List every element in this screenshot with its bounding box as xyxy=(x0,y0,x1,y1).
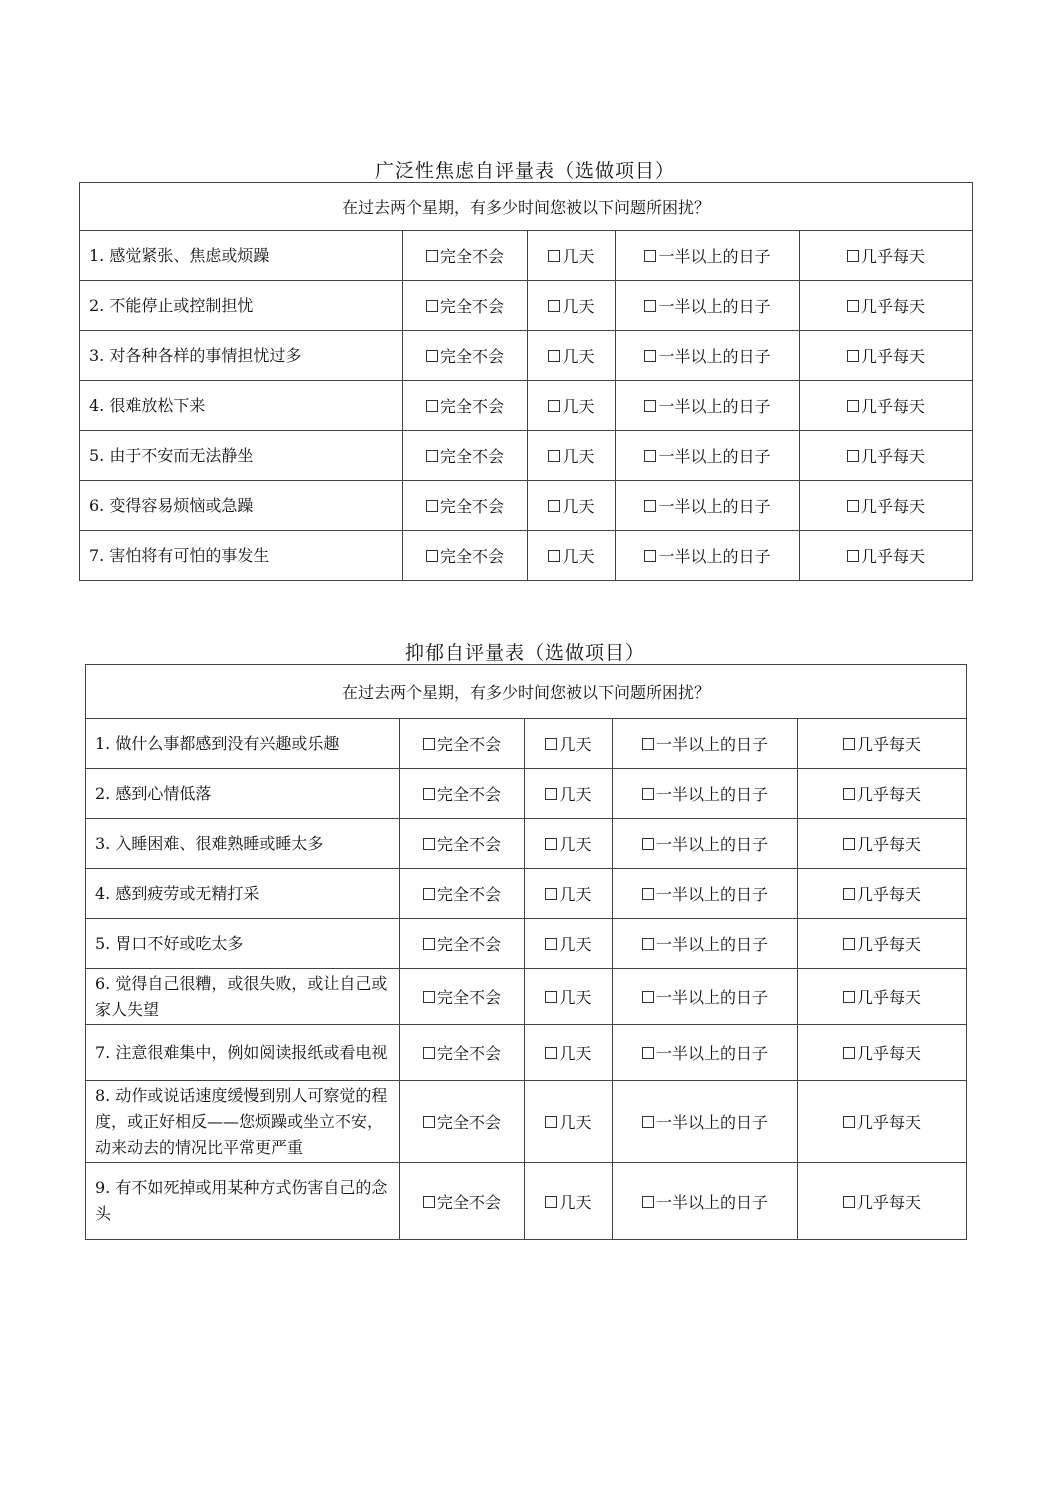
option-label: 几天 xyxy=(562,297,595,316)
option-label: 一半以上的日子 xyxy=(655,1192,768,1212)
answer-option[interactable] xyxy=(613,969,798,1025)
answer-option[interactable] xyxy=(400,919,525,969)
answer-option[interactable] xyxy=(403,281,528,331)
question-text: 4. 感到疲劳或无精打采 xyxy=(86,869,400,919)
answer-option[interactable] xyxy=(613,1163,798,1240)
checkbox-icon[interactable] xyxy=(847,300,859,312)
checkbox-icon[interactable] xyxy=(843,888,855,900)
question-text: 9. 有不如死掉或用某种方式伤害自己的念头 xyxy=(86,1163,400,1240)
option-label: 一半以上的日子 xyxy=(655,1044,768,1063)
answer-option[interactable] xyxy=(525,819,613,869)
answer-option[interactable] xyxy=(528,231,616,281)
checkbox-icon[interactable] xyxy=(642,1047,654,1059)
option-label: 完全不会 xyxy=(439,347,504,366)
question-row xyxy=(80,281,973,331)
instruction-header: 在过去两个星期，有多少时间您被以下问题所困扰？ xyxy=(86,665,967,719)
answer-option[interactable] xyxy=(798,1163,967,1240)
option-label: 一半以上的日子 xyxy=(655,835,768,854)
answer-option[interactable] xyxy=(525,719,613,769)
option-label: 完全不会 xyxy=(436,988,501,1007)
checkbox-icon[interactable] xyxy=(642,1196,654,1208)
option-label: 完全不会 xyxy=(439,297,504,316)
answer-option[interactable] xyxy=(525,969,613,1025)
answer-option[interactable] xyxy=(400,1025,525,1081)
option-label: 几乎每天 xyxy=(857,988,922,1007)
answer-option[interactable] xyxy=(403,531,528,581)
option-label: 几天 xyxy=(559,935,592,954)
answer-option[interactable] xyxy=(525,769,613,819)
answer-option[interactable] xyxy=(528,481,616,531)
option-label: 一半以上的日子 xyxy=(658,547,771,566)
checkbox-icon[interactable] xyxy=(642,938,654,950)
option-label: 几天 xyxy=(562,247,595,266)
answer-option[interactable] xyxy=(800,431,973,481)
checkbox-icon[interactable] xyxy=(843,991,855,1003)
answer-option[interactable] xyxy=(798,719,967,769)
option-label: 几乎每天 xyxy=(857,835,922,854)
answer-option[interactable] xyxy=(798,919,967,969)
option-label: 几乎每天 xyxy=(857,1113,922,1132)
checkbox-icon[interactable] xyxy=(644,300,656,312)
option-label: 几天 xyxy=(559,735,592,754)
answer-option[interactable] xyxy=(400,869,525,919)
answer-option[interactable] xyxy=(798,969,967,1025)
question-row xyxy=(80,431,973,481)
option-label: 一半以上的日子 xyxy=(658,247,771,266)
checkbox-icon[interactable] xyxy=(548,250,560,262)
checkbox-icon[interactable] xyxy=(426,400,438,412)
checkbox-icon[interactable] xyxy=(423,938,435,950)
answer-option[interactable] xyxy=(528,381,616,431)
question-text: 1. 感觉紧张、焦虑或烦躁 xyxy=(80,231,403,281)
checkbox-icon[interactable] xyxy=(545,888,557,900)
checkbox-icon[interactable] xyxy=(426,250,438,262)
option-label: 完全不会 xyxy=(439,247,504,266)
answer-option[interactable] xyxy=(800,331,973,381)
checkbox-icon[interactable] xyxy=(423,838,435,850)
answer-option[interactable] xyxy=(525,919,613,969)
option-label: 一半以上的日子 xyxy=(655,935,768,954)
checkbox-icon[interactable] xyxy=(644,400,656,412)
option-label: 几乎每天 xyxy=(857,785,922,804)
question-row xyxy=(86,1025,967,1081)
answer-option[interactable] xyxy=(400,969,525,1025)
checkbox-icon[interactable] xyxy=(843,788,855,800)
phq-title: 抑郁自评量表（选做项目） xyxy=(404,642,645,664)
option-label: 一半以上的日子 xyxy=(655,785,768,804)
checkbox-icon[interactable] xyxy=(843,838,855,850)
checkbox-icon[interactable] xyxy=(843,1047,855,1059)
answer-option[interactable] xyxy=(400,769,525,819)
answer-option[interactable] xyxy=(800,481,973,531)
option-label: 几天 xyxy=(559,785,592,804)
answer-option[interactable] xyxy=(616,331,800,381)
question-row xyxy=(86,769,967,819)
option-label: 几天 xyxy=(562,497,595,516)
checkbox-icon[interactable] xyxy=(642,738,654,750)
checkbox-icon[interactable] xyxy=(843,738,855,750)
answer-option[interactable] xyxy=(616,481,800,531)
checkbox-icon[interactable] xyxy=(423,1196,435,1208)
answer-option[interactable] xyxy=(616,281,800,331)
question-text: 6. 变得容易烦恼或急躁 xyxy=(80,481,403,531)
answer-option[interactable] xyxy=(613,869,798,919)
answer-option[interactable] xyxy=(400,819,525,869)
checkbox-icon[interactable] xyxy=(847,500,859,512)
answer-option[interactable] xyxy=(403,481,528,531)
answer-option[interactable] xyxy=(613,719,798,769)
checkbox-icon[interactable] xyxy=(843,1116,855,1128)
checkbox-icon[interactable] xyxy=(545,1116,557,1128)
option-label: 完全不会 xyxy=(436,1044,501,1063)
answer-option[interactable] xyxy=(528,431,616,481)
option-label: 几乎每天 xyxy=(857,1192,922,1212)
checkbox-icon[interactable] xyxy=(548,350,560,362)
question-text: 7. 害怕将有可怕的事发生 xyxy=(80,531,403,581)
question-text: 2. 不能停止或控制担忧 xyxy=(80,281,403,331)
question-text: 7. 注意很难集中，例如阅读报纸或看电视 xyxy=(86,1025,400,1081)
option-label: 完全不会 xyxy=(439,447,504,466)
gad-title: 广泛性焦虑自评量表（选做项目） xyxy=(374,160,675,182)
question-text: 3. 入睡困难、很难熟睡或睡太多 xyxy=(86,819,400,869)
question-row xyxy=(80,331,973,381)
answer-option[interactable] xyxy=(400,719,525,769)
checkbox-icon[interactable] xyxy=(423,738,435,750)
checkbox-icon[interactable] xyxy=(423,991,435,1003)
answer-option[interactable] xyxy=(613,919,798,969)
checkbox-icon[interactable] xyxy=(642,1116,654,1128)
question-text: 2. 感到心情低落 xyxy=(86,769,400,819)
option-label: 几乎每天 xyxy=(861,297,926,316)
option-label: 一半以上的日子 xyxy=(658,347,771,366)
question-row xyxy=(80,531,973,581)
option-label: 几天 xyxy=(559,1113,592,1132)
question-row xyxy=(80,481,973,531)
answer-option[interactable] xyxy=(798,869,967,919)
option-label: 几乎每天 xyxy=(861,347,926,366)
checkbox-icon[interactable] xyxy=(644,450,656,462)
checkbox-icon[interactable] xyxy=(642,991,654,1003)
option-label: 几天 xyxy=(562,447,595,466)
answer-option[interactable] xyxy=(403,231,528,281)
answer-option[interactable] xyxy=(525,1163,613,1240)
option-label: 一半以上的日子 xyxy=(655,1113,768,1132)
checkbox-icon[interactable] xyxy=(847,400,859,412)
question-text: 5. 胃口不好或吃太多 xyxy=(86,919,400,969)
answer-option[interactable] xyxy=(403,331,528,381)
answer-option[interactable] xyxy=(800,231,973,281)
question-row xyxy=(86,969,967,1025)
answer-option[interactable] xyxy=(403,431,528,481)
option-label: 几乎每天 xyxy=(861,397,926,416)
answer-option[interactable] xyxy=(798,769,967,819)
checkbox-icon[interactable] xyxy=(545,1196,557,1208)
checkbox-icon[interactable] xyxy=(847,250,859,262)
option-label: 几乎每天 xyxy=(861,497,926,516)
checkbox-icon[interactable] xyxy=(548,300,560,312)
checkbox-icon[interactable] xyxy=(423,1047,435,1059)
answer-option[interactable] xyxy=(798,1081,967,1163)
checkbox-icon[interactable] xyxy=(545,938,557,950)
option-label: 几乎每天 xyxy=(857,1044,922,1063)
option-label: 完全不会 xyxy=(439,497,504,516)
checkbox-icon[interactable] xyxy=(847,350,859,362)
answer-option[interactable] xyxy=(616,231,800,281)
question-row xyxy=(80,381,973,431)
checkbox-icon[interactable] xyxy=(644,250,656,262)
question-row xyxy=(86,719,967,769)
option-label: 几天 xyxy=(562,397,595,416)
option-label: 几乎每天 xyxy=(861,447,926,466)
option-label: 一半以上的日子 xyxy=(658,447,771,466)
option-label: 一半以上的日子 xyxy=(658,297,771,316)
option-label: 完全不会 xyxy=(436,885,501,904)
checkbox-icon[interactable] xyxy=(426,350,438,362)
question-text: 4. 很难放松下来 xyxy=(80,381,403,431)
answer-option[interactable] xyxy=(616,381,800,431)
option-label: 完全不会 xyxy=(436,785,501,804)
checkbox-icon[interactable] xyxy=(644,500,656,512)
gad-table xyxy=(79,182,973,581)
question-text: 6. 觉得自己很糟，或很失败，或让自己或家人失望 xyxy=(86,969,400,1025)
answer-option[interactable] xyxy=(400,1081,525,1163)
phq-table xyxy=(85,664,967,1240)
instruction-header: 在过去两个星期，有多少时间您被以下问题所困扰？ xyxy=(80,183,973,231)
checkbox-icon[interactable] xyxy=(545,1047,557,1059)
option-label: 几天 xyxy=(559,835,592,854)
checkbox-icon[interactable] xyxy=(545,788,557,800)
checkbox-icon[interactable] xyxy=(548,500,560,512)
answer-option[interactable] xyxy=(800,281,973,331)
option-label: 完全不会 xyxy=(439,397,504,416)
checkbox-icon[interactable] xyxy=(426,450,438,462)
answer-option[interactable] xyxy=(800,531,973,581)
option-label: 完全不会 xyxy=(436,835,501,854)
checkbox-icon[interactable] xyxy=(426,300,438,312)
checkbox-icon[interactable] xyxy=(843,1196,855,1208)
checkbox-icon[interactable] xyxy=(644,350,656,362)
header-row xyxy=(80,183,973,231)
option-label: 几天 xyxy=(559,1192,592,1212)
option-label: 几天 xyxy=(559,885,592,904)
answer-option[interactable] xyxy=(528,281,616,331)
checkbox-icon[interactable] xyxy=(423,1116,435,1128)
checkbox-icon[interactable] xyxy=(847,450,859,462)
option-label: 一半以上的日子 xyxy=(655,885,768,904)
answer-option[interactable] xyxy=(528,331,616,381)
option-label: 一半以上的日子 xyxy=(658,397,771,416)
checkbox-icon[interactable] xyxy=(847,550,859,562)
option-label: 几乎每天 xyxy=(857,735,922,754)
option-label: 几乎每天 xyxy=(861,547,926,566)
checkbox-icon[interactable] xyxy=(548,550,560,562)
answer-option[interactable] xyxy=(528,531,616,581)
option-label: 一半以上的日子 xyxy=(655,735,768,754)
checkbox-icon[interactable] xyxy=(423,888,435,900)
question-row xyxy=(86,819,967,869)
checkbox-icon[interactable] xyxy=(545,838,557,850)
question-row xyxy=(86,919,967,969)
question-row xyxy=(80,231,973,281)
option-label: 几天 xyxy=(559,1044,592,1063)
option-label: 几乎每天 xyxy=(857,935,922,954)
answer-option[interactable] xyxy=(525,1025,613,1081)
checkbox-icon[interactable] xyxy=(423,788,435,800)
question-row xyxy=(86,1163,967,1240)
option-label: 几天 xyxy=(562,547,595,566)
answer-option[interactable] xyxy=(613,769,798,819)
header-row xyxy=(86,665,967,719)
question-row xyxy=(86,1081,967,1163)
answer-option[interactable] xyxy=(798,1025,967,1081)
option-label: 完全不会 xyxy=(436,1113,501,1132)
checkbox-icon[interactable] xyxy=(644,550,656,562)
answer-option[interactable] xyxy=(400,1163,525,1240)
answer-option[interactable] xyxy=(616,431,800,481)
option-label: 几乎每天 xyxy=(857,885,922,904)
answer-option[interactable] xyxy=(613,1081,798,1163)
answer-option[interactable] xyxy=(613,819,798,869)
option-label: 完全不会 xyxy=(436,1192,501,1212)
checkbox-icon[interactable] xyxy=(642,838,654,850)
option-label: 完全不会 xyxy=(436,935,501,954)
answer-option[interactable] xyxy=(613,1025,798,1081)
checkbox-icon[interactable] xyxy=(548,400,560,412)
option-label: 几天 xyxy=(562,347,595,366)
question-text: 3. 对各种各样的事情担忧过多 xyxy=(80,331,403,381)
answer-option[interactable] xyxy=(800,381,973,431)
answer-option[interactable] xyxy=(798,819,967,869)
checkbox-icon[interactable] xyxy=(642,788,654,800)
answer-option[interactable] xyxy=(525,1081,613,1163)
question-text: 1. 做什么事都感到没有兴趣或乐趣 xyxy=(86,719,400,769)
checkbox-icon[interactable] xyxy=(426,500,438,512)
option-label: 几乎每天 xyxy=(861,247,926,266)
question-text: 8. 动作或说话速度缓慢到别人可察觉的程度，或正好相反——您烦躁或坐立不安，动来动去的情况比平常更严重 xyxy=(86,1081,400,1163)
option-label: 完全不会 xyxy=(439,547,504,566)
question-row xyxy=(86,869,967,919)
answer-option[interactable] xyxy=(403,381,528,431)
checkbox-icon[interactable] xyxy=(548,450,560,462)
answer-option[interactable] xyxy=(525,869,613,919)
option-label: 完全不会 xyxy=(436,735,501,754)
checkbox-icon[interactable] xyxy=(545,738,557,750)
option-label: 一半以上的日子 xyxy=(658,497,771,516)
checkbox-icon[interactable] xyxy=(642,888,654,900)
checkbox-icon[interactable] xyxy=(545,991,557,1003)
question-text: 5. 由于不安而无法静坐 xyxy=(80,431,403,481)
answer-option[interactable] xyxy=(616,531,800,581)
option-label: 几天 xyxy=(559,988,592,1007)
option-label: 一半以上的日子 xyxy=(655,988,768,1007)
checkbox-icon[interactable] xyxy=(843,938,855,950)
checkbox-icon[interactable] xyxy=(426,550,438,562)
